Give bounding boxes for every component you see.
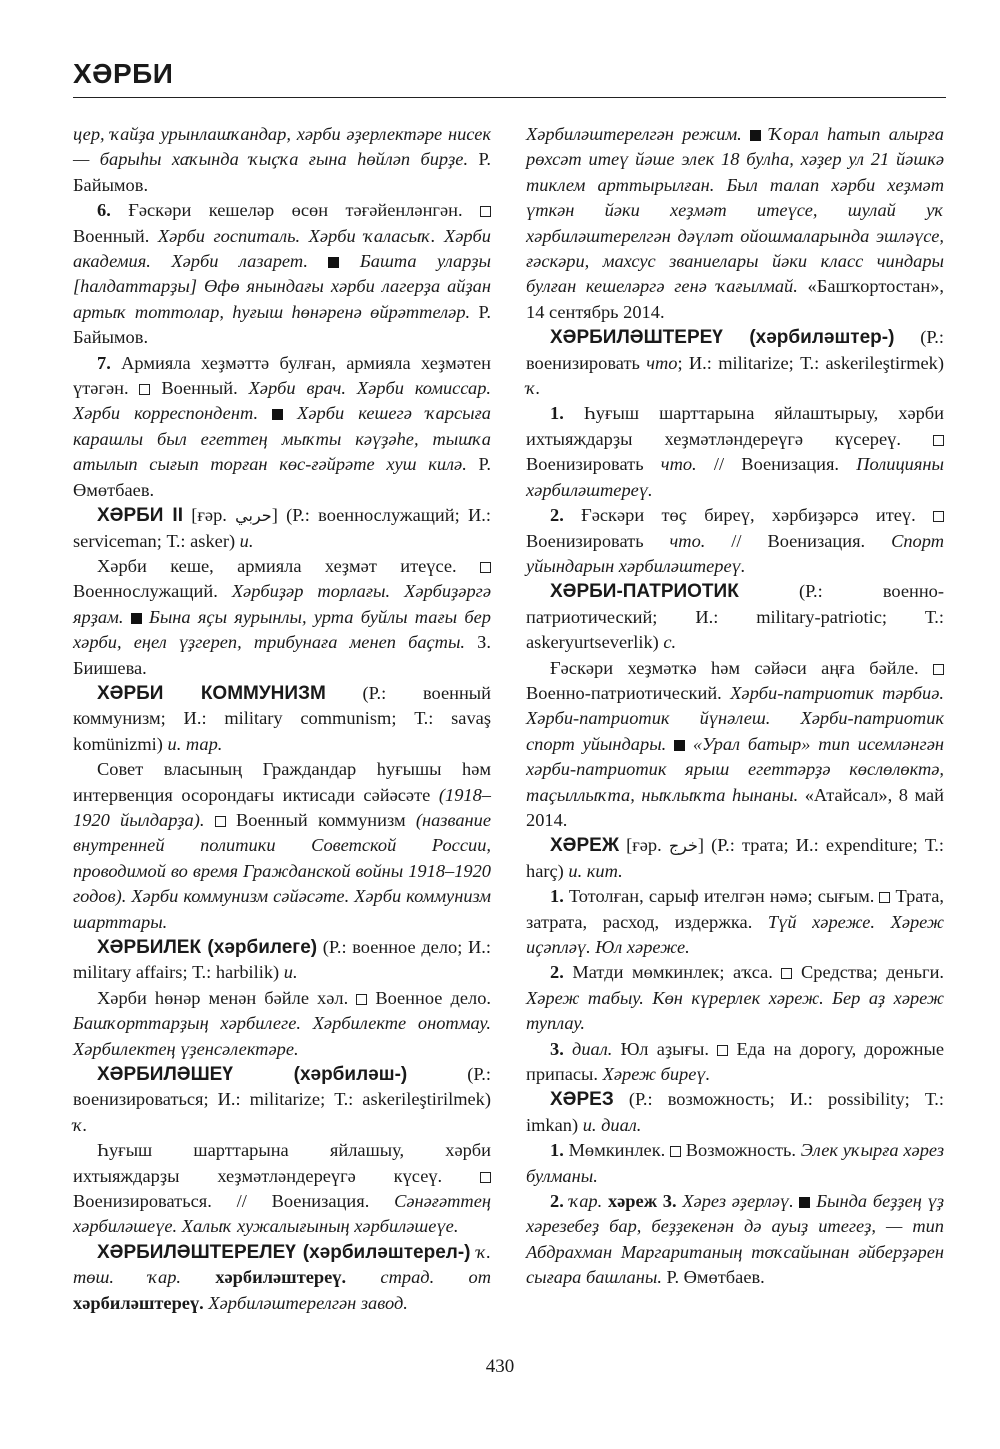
entry-harbilek-sense	[73, 986, 491, 1062]
examples: Спорт уйындарын хәрбиләштереү.	[526, 530, 944, 576]
headword: ХӘРБИЛӘШТЕРЕЛЕҮ	[97, 1241, 296, 1263]
source: З. Биишева.	[73, 632, 491, 678]
sense-number: 2.	[550, 505, 564, 526]
headword-form: (хәрбиләштерел-)	[295, 1241, 471, 1263]
grammar-label: что	[646, 352, 678, 373]
definition: Совет власының Граждандар һуғышы һәм интервенция осорондағы иктисади сәйәсәте	[73, 759, 491, 805]
source: Р. Байымов.	[73, 301, 491, 348]
definition: Юл аҙығы.	[612, 1038, 718, 1059]
headword-form: (хәрбилеге)	[201, 937, 318, 958]
white-square-icon	[933, 511, 944, 522]
part-of-speech: и.	[283, 962, 298, 983]
russian-equivalent: Военнослужащий.	[73, 581, 232, 602]
etymology-open: [ғәр.	[619, 835, 669, 856]
page-number: 430	[485, 1356, 515, 1377]
definition: Хәрби һөнәр менән бәйле хәл.	[97, 987, 357, 1008]
sense-number: 1.	[550, 403, 564, 424]
russian-equivalent: Военный.	[73, 225, 158, 246]
white-square-icon	[933, 435, 944, 446]
russian-equivalent: // Военизация.	[696, 454, 857, 475]
examples: Хәрез әҙерләү.	[676, 1191, 800, 1212]
example-quote: Ҡорал һатып алырға рөхсәт итеү йәше элек 18 булһа, хәҙер ул 21 йәшкә тиклем арттырылған. Был талап хәрби хеҙмәт үткән йәки хеҙмәт итеүсе, шулай уҡ хәрбиләштерелгән дәүләт ойошмаларында эшләүсе, ғәскәри, махсус званиелары йәки класс чиндары булған кешеләргә генә ҡағылмай.	[526, 124, 944, 297]
arabic-etymon: خرج	[668, 836, 698, 856]
russian-equivalent: Военизироваться. // Военизация.	[73, 1191, 395, 1212]
dates: (1918–1920 йылдарҙа).	[73, 784, 491, 830]
part-of-speech: и. тар.	[167, 733, 223, 754]
white-square-icon	[781, 968, 792, 979]
sense-1	[526, 884, 944, 960]
black-square-icon	[131, 613, 142, 624]
definition: Мөмкинлек.	[563, 1140, 671, 1161]
black-square-icon	[799, 1197, 810, 1208]
cross-reference: хәрбиләштереү.	[215, 1267, 347, 1288]
white-square-icon	[670, 1146, 681, 1157]
white-square-icon	[717, 1045, 728, 1056]
sense-2	[526, 503, 944, 579]
white-square-icon	[215, 816, 226, 827]
source: «Башҡортостан», 14 сентябрь 2014.	[526, 276, 944, 322]
part-of-speech: и. диал.	[582, 1114, 642, 1135]
russian-equivalent: Еда на дорогу, дорожные припасы.	[526, 1038, 944, 1085]
definition: Ғәскәри төҫ биреү, хәрбиҙәрсә итеү.	[563, 505, 933, 526]
examples: Хәрбиләштерелгән завод.	[203, 1292, 408, 1313]
part-of-speech: ҡ.	[73, 1114, 88, 1135]
russian-equivalent: Военное дело.	[367, 987, 491, 1008]
definition: Тотолған, сарыф ителгән нәмә; сығым.	[563, 886, 880, 907]
russian-equivalent: Военизировать	[526, 530, 670, 551]
grammar-label: страд. от	[346, 1267, 491, 1288]
translations: (Р.: военизировать	[526, 327, 944, 373]
sense-number: 1.	[550, 1140, 564, 1161]
russian-equivalent: Военный.	[150, 378, 249, 399]
entry-harbi-2	[73, 503, 491, 554]
russian-equivalent: Возможность.	[681, 1140, 801, 1161]
entry-harbi-kommunizm	[73, 681, 491, 757]
examples: Хәрби-патриотик тәрбиә. Хәрби-патриотик йүнәлеш. Хәрби-патриотик спорт уйындары.	[526, 682, 944, 754]
entry-harbileshtereu	[526, 325, 944, 401]
russian-note-and-examples: (название внутренней политики Советской России, проводимой во время Гражданской войны 1918–1920 годов). Хәрби коммунизм сәйәсәте. Хәрби коммунизм шарттары.	[73, 809, 491, 932]
sense-1	[526, 1138, 944, 1189]
usage-label: ҡар.	[563, 1191, 608, 1212]
black-square-icon	[328, 257, 339, 268]
headword: ХӘРБИ-ПАТРИОТИК	[550, 581, 739, 603]
arabic-etymon: حربي	[235, 506, 272, 526]
translations: ] (Р.: военнослужащий; И.: serviceman; Т.: asker)	[73, 505, 491, 551]
grammar-label: что.	[669, 530, 706, 551]
examples: Элек уҡырға хәрез булманы.	[526, 1140, 944, 1186]
black-square-icon	[674, 740, 685, 751]
russian-equivalent: Трата, затрата, расход, издержка.	[526, 886, 944, 932]
definition: Хәрби кеше, армияла хеҙмәт итеүсе.	[97, 555, 480, 576]
definition: Армияла хеҙмәттә булған, армияла хеҙмәтен үтәгән.	[73, 352, 491, 399]
russian-equivalent: Военизировать	[526, 454, 661, 475]
translations: ] (Р.: трата; И.: expenditure; Т.: harç)	[526, 835, 944, 881]
example-quote: «Урал батыр» тип исемләнгән хәрби-патриотик ярыш егеттәрҙә көслөлөктә, таҫыллыҡта, ныҡлыҡта һынаны.	[526, 733, 944, 805]
white-square-icon	[480, 1172, 491, 1183]
white-square-icon	[356, 994, 367, 1005]
black-square-icon	[750, 130, 761, 141]
example-quote: Бына яҫы яурынлы, урта буйлы тағы бер хәрби, еңел үҙгереп, трибунаға менеп баҫты.	[73, 606, 492, 653]
headword: ХӘРБИ КОММУНИЗМ	[97, 682, 326, 704]
examples: Хәрбиҙәр торлағы. Хәрбиҙәргә ярҙам.	[73, 581, 492, 627]
white-square-icon	[139, 384, 150, 395]
entry-harbilesheu-sense	[73, 1138, 491, 1240]
entry-harbilesheu	[73, 1062, 491, 1138]
sense-number: 2.	[550, 1191, 564, 1212]
grammar-label: ҡ. төш. ҡар.	[73, 1241, 491, 1288]
header-rule	[73, 97, 946, 98]
source: «Атайсал», 8 май 2014.	[526, 784, 944, 830]
examples: Башҡорттарҙың хәрбилеге. Хәрбилекте онотмау. Хәрбилектең үҙенсәлектәре.	[73, 1013, 491, 1059]
examples: Сәнәғәттең хәрбиләшеүе. Халыҡ хужалығының хәрбиләшеүе.	[73, 1191, 491, 1237]
headword: ХӘРБИЛӘШЕҮ	[97, 1064, 233, 1086]
example-quote: Хәрби кешегә ҡарсыға карашлы был егеттең мыҡты кәүҙәһе, тышҡа атылып сығып торған көс-ғәйрәте хуш килә.	[73, 403, 491, 475]
definition: Һуғыш шарттарына яйлашыу, хәрби ихтыяждарҙы хеҙмәтләндереүгә күсеү.	[73, 1140, 491, 1186]
white-square-icon	[480, 206, 491, 217]
sense-number: 7.	[97, 352, 111, 373]
translations: (Р.: военно-патриотический; И.: military-patriotic; Т.: askeryurtseverlik)	[526, 581, 944, 653]
examples: Хәрби врач. Хәрби комиссар. Хәрби корреспондент.	[73, 378, 491, 424]
definition: Матди мөмкинлек; аҡса.	[563, 962, 782, 983]
translations: (Р.: военный коммунизм; И.: military communism; Т.: savaş komünizmi)	[73, 682, 491, 754]
grammar-label: что.	[660, 454, 697, 475]
definition: Ғәскәри кешеләр өсөн тәғәйенләнгән.	[110, 200, 480, 221]
part-of-speech: ҡ.	[526, 378, 541, 399]
translations: (Р.: военное дело; И.: military affairs; Т.: harbilik)	[73, 937, 491, 983]
examples: Хәреж биреү.	[602, 1064, 711, 1085]
headword: ХӘРБИЛЕК	[97, 937, 202, 958]
running-head: ХӘРБИ	[73, 58, 174, 89]
entry-harbi-patriotik-sense	[526, 656, 944, 834]
translations: ; И.: militarize; Т.: askerileştirmek)	[677, 352, 944, 373]
cross-reference: хәрбиләштереү.	[73, 1292, 204, 1313]
definition: Һуғыш шарттарына яйлаштырыу, хәрби ихтыяждарҙы хеҙмәтләндереүгә күсереү.	[526, 403, 944, 449]
cross-reference: хәреж 3.	[607, 1191, 677, 1212]
entry-harbi-kommunizm-sense	[73, 757, 491, 935]
examples: Хәреж табыу. Көн күрерлек хәреж. Бер аҙ хәреж туплау.	[526, 987, 944, 1034]
entry-harbileshtereleu	[73, 1240, 491, 1316]
headword: ХӘРЕЗ	[550, 1089, 614, 1111]
russian-equivalent: Военно-патриотический.	[526, 682, 731, 703]
entry-continuation	[526, 122, 944, 325]
white-square-icon	[879, 892, 890, 903]
sense-number: 3.	[550, 1038, 564, 1059]
right-column	[526, 122, 944, 1291]
headword: ХӘРБИЛӘШТЕРЕҮ	[550, 327, 723, 349]
white-square-icon	[933, 664, 944, 675]
sense-2	[526, 960, 944, 1036]
etymology-open: [ғәр.	[182, 505, 236, 526]
translations: (Р.: военизироваться; И.: militarize; Т.: askerileştirilmek)	[73, 1064, 492, 1110]
sense-2	[526, 1189, 944, 1291]
russian-equivalent: Средства; деньги.	[792, 962, 945, 983]
source: Р. Өмөтбаев.	[661, 1267, 765, 1288]
examples: Полицияны хәрбиләштереү.	[526, 454, 944, 500]
sense-1	[526, 401, 944, 503]
headword-form: (хәрбиләш-)	[232, 1064, 408, 1086]
russian-equivalent: // Военизация.	[705, 530, 892, 551]
entry-harbilek	[73, 935, 491, 986]
black-square-icon	[272, 409, 283, 420]
headword-form: (хәрбиләштер-)	[722, 327, 895, 349]
entry-continuation	[73, 122, 491, 198]
example-quote: Бында беҙҙең үҙ хәрезебеҙ бар, беҙҙекенән дә ауыҙ итегеҙ, — тип Абдрахман Маргаританың тоҡсайынан әйберҙәрен сығара башланы.	[526, 1191, 944, 1288]
source: Р. Өмөтбаев.	[73, 454, 491, 500]
sense-number: 6.	[97, 200, 111, 221]
source: Р. Байымов.	[73, 149, 492, 195]
part-of-speech: с.	[663, 632, 677, 653]
sense-6	[73, 198, 491, 350]
sense-7	[73, 351, 491, 503]
left-column	[73, 122, 491, 1316]
russian-equivalent: Военный коммунизм	[225, 809, 416, 830]
entry-harezh	[526, 833, 944, 884]
entry-harez	[526, 1087, 944, 1138]
example-quote: Башта уларҙы [һалдаттарҙы] Өфө янындағы хәрби лагерҙа айҙан артыҡ тоттолар, һуғыш һөнәренә өйрәттеләр.	[73, 251, 491, 322]
sense-number: 1.	[550, 886, 564, 907]
translations: (Р.: возможность; И.: possibility; Т.: imkan)	[526, 1089, 944, 1135]
white-square-icon	[480, 562, 491, 573]
part-of-speech: и.	[239, 530, 254, 551]
entry-harbi-2-sense	[73, 554, 491, 681]
examples: Түй хәреже. Хәреж иҫәпләү. Юл хәреже.	[526, 911, 944, 957]
sense-number: 2.	[550, 962, 564, 983]
part-of-speech: и. кит.	[568, 860, 623, 881]
usage-label: диал.	[563, 1038, 613, 1059]
examples: Хәрби госпиталь. Хәрби ҡаласыҡ. Хәрби академия. Хәрби лазарет.	[73, 225, 491, 272]
examples: Хәрбиләштерелгән режим.	[526, 124, 751, 144]
headword: ХӘРБИ II	[97, 505, 183, 527]
definition: Ғәскәри хеҙмәткә һәм сәйәси аңға бәйле.	[550, 657, 933, 678]
sense-3	[526, 1037, 944, 1088]
entry-harbi-patriotik	[526, 579, 944, 655]
headword: ХӘРЕЖ	[550, 835, 619, 857]
example-quote: цер, ҡайҙа урынлашҡандар, хәрби әҙерлектәре нисек — барыһы хаҡында ҡыҫҡа ғына һөйләп бирҙе.	[73, 124, 491, 170]
